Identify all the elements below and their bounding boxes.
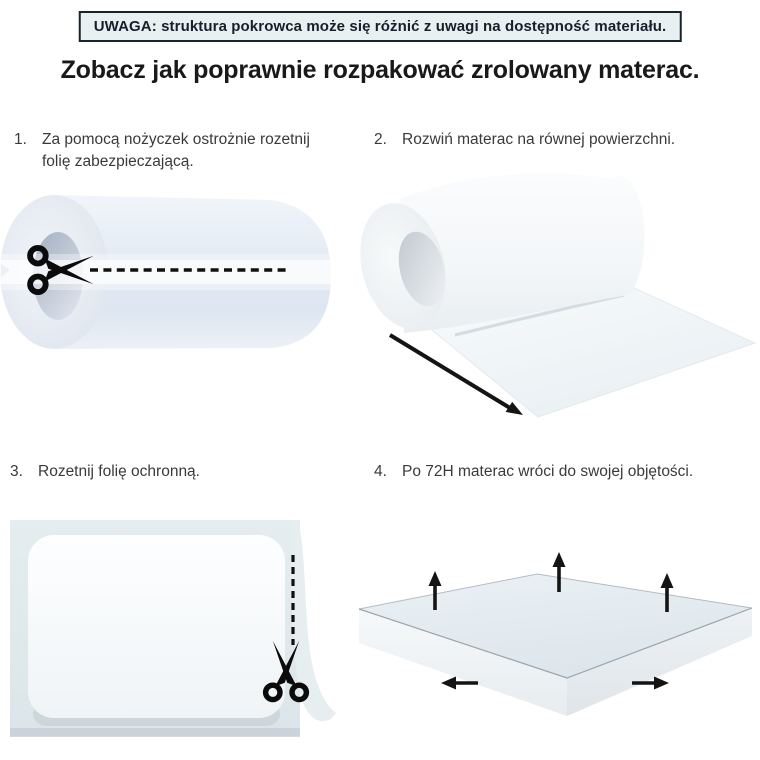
step-4-label bbox=[374, 461, 760, 483]
step-1-text: Za pomocą nożyczek ostrożnie rozetnij folię zabezpieczającą. bbox=[42, 131, 310, 170]
step-3-label bbox=[10, 461, 338, 483]
step-3-text: Rozetnij folię ochronną. bbox=[38, 463, 200, 480]
step-2-number: 2. bbox=[374, 131, 387, 148]
notice-banner bbox=[79, 11, 682, 42]
step-2-text: Rozwiń materac na równej powierzchni. bbox=[402, 131, 676, 148]
step-1-number: 1. bbox=[14, 131, 27, 148]
film-wrapped-mattress-graphic bbox=[10, 520, 336, 737]
illustration-step-3-film-cut bbox=[5, 512, 340, 760]
mattress-slab-graphic bbox=[359, 574, 752, 716]
step-3-number: 3. bbox=[10, 463, 23, 480]
step-4-text: Po 72H materac wróci do swojej objętości. bbox=[402, 463, 694, 480]
illustration-step-4-expand bbox=[350, 530, 760, 760]
page-title: Zobacz jak poprawnie rozpakować zrolowany materac. bbox=[60, 56, 700, 84]
unrolling-mattress-graphic bbox=[360, 173, 755, 417]
illustration-step-1-roll-cut bbox=[0, 190, 340, 380]
step-1-label bbox=[14, 129, 334, 173]
notice-text: UWAGA: struktura pokrowca może się różnić z uwagi na dostępność materiału. bbox=[93, 18, 667, 35]
step-4-number: 4. bbox=[374, 463, 387, 480]
illustration-step-2-unroll bbox=[360, 165, 760, 425]
step-2-label bbox=[374, 129, 754, 151]
